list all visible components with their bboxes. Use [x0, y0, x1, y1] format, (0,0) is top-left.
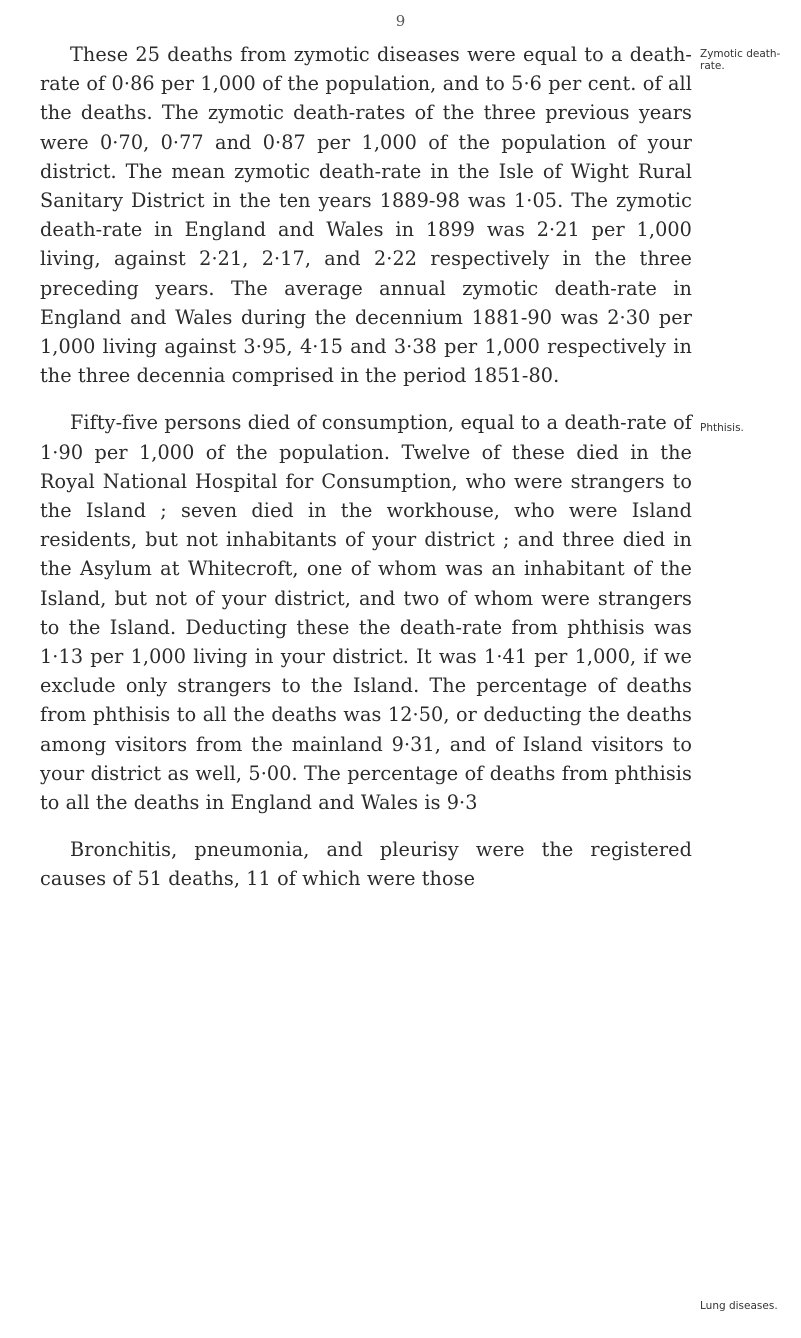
page-number: 9: [395, 12, 406, 30]
main-column: [40, 40, 692, 894]
sidenote-phthisis: Phthisis.: [700, 422, 744, 434]
paragraph-zymotic: These 25 deaths from zymotic diseases were equal to a death-rate of 0·86 per 1,000 of the population, and to 5·6 per cent. of all the deaths. The zymotic death-rates of the three previous years were 0·70, 0·77 and 0·87 per 1,000 of the population of your district. The mean zymotic death-rate in the Isle of Wight Rural Sanitary District in the ten years 1889-98 was 1·05. The zymotic death-rate in England and Wales in 1899 was 2·21 per 1,000 living, against 2·21, 2·17, and 2·22 respectively in the three preceding years. The average annual zymotic death-rate in England and Wales during the decennium 1881-90 was 2·30 per 1,000 living against 3·95, 4·15 and 3·38 per 1,000 respectively in the three decennia comprised in the period 1851-80.: [40, 43, 692, 388]
sidenote-zymotic-death-rate: Zymotic death-rate.: [700, 48, 781, 72]
sidenote-lung-diseases: Lung diseases.: [700, 1300, 778, 1312]
paragraph-phthisis: Fifty-five persons died of consumption, equal to a death-rate of 1·90 per 1,000 of the population. Twelve of these died in the Royal National Hospital for Consumption, who were strangers to the Island ; seven died in the workhouse, who were Island residents, but not inhabitants of your district ; and three died in the Asylum at Whitecroft, one of whom was an inhabitant of the Island, but not of your district, and two of whom were strangers to the Island. Deducting these the death-rate from phthisis was 1·13 per 1,000 living in your district. It was 1·41 per 1,000, if we exclude only strangers to the Island. The percentage of deaths from phthisis to all the deaths was 12·50, or deducting the deaths among visitors from the mainland 9·31, and of Island visitors to your district as well, 5·00. The percentage of deaths from phthisis to all the deaths in England and Wales is 9·3: [40, 411, 692, 815]
paragraph-lung-diseases: Bronchitis, pneumonia, and pleurisy were the registered causes of 51 deaths, 11 of which were those: [40, 838, 692, 891]
